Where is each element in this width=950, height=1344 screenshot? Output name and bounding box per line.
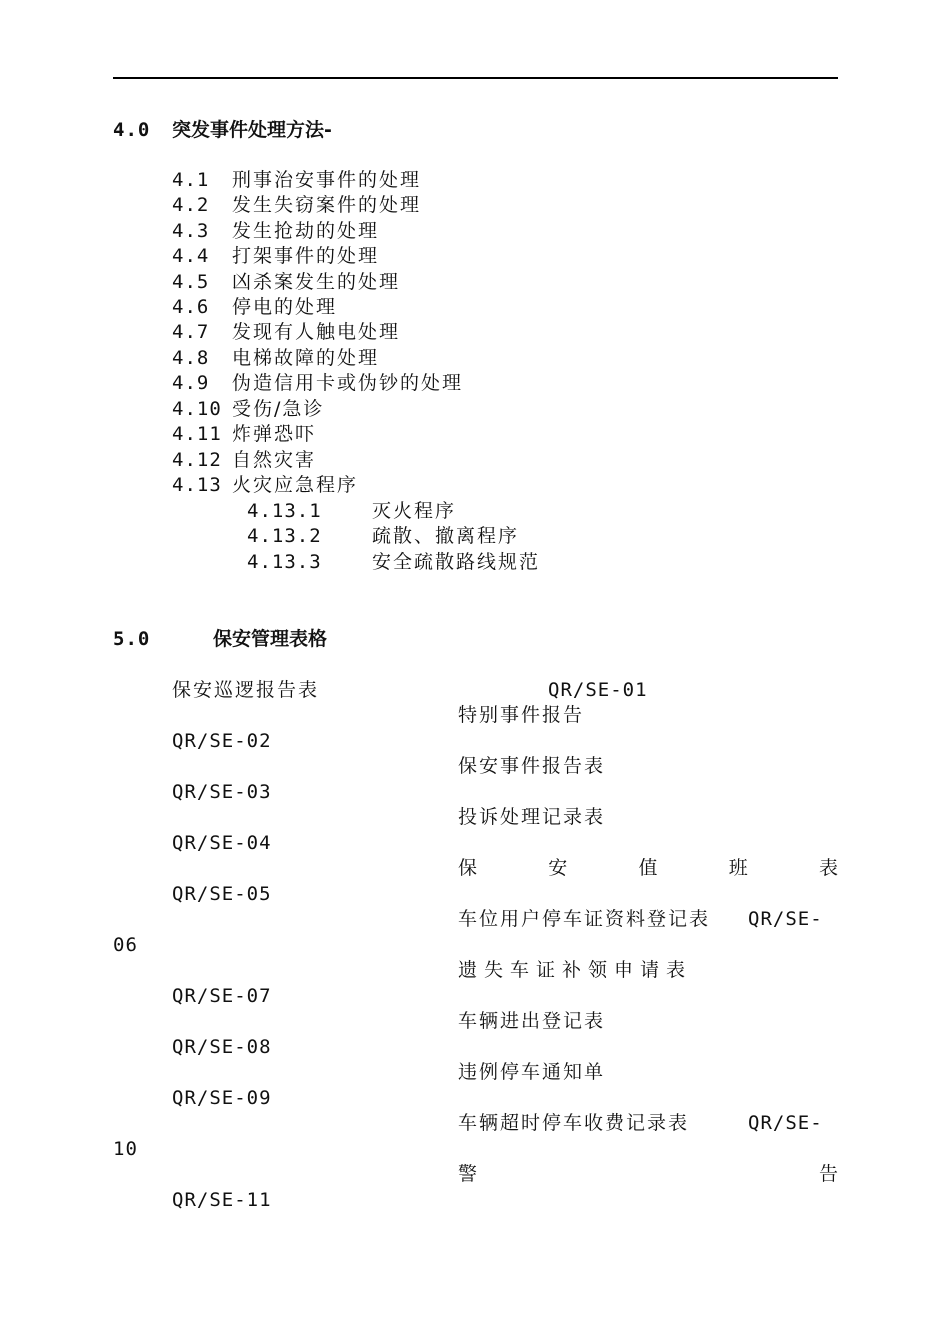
form-name: 车辆进出登记表 bbox=[458, 1010, 606, 1032]
form-code: QR/SE-08 bbox=[172, 1036, 272, 1058]
subitem-label: 安全疏散路线规范 bbox=[372, 551, 541, 573]
form-name-char: 班 bbox=[728, 857, 748, 879]
header-rule bbox=[113, 77, 838, 79]
form-code-part: 06 bbox=[113, 934, 138, 956]
form-name: 特别事件报告 bbox=[458, 704, 585, 726]
form-name-char: 告 bbox=[818, 1163, 838, 1185]
form-name: 车位用户停车证资料登记表 bbox=[458, 908, 711, 930]
form-name-justified bbox=[458, 856, 838, 880]
form-code: QR/SE-01 bbox=[548, 679, 648, 701]
item-number: 4.4 bbox=[172, 245, 210, 267]
form-code-part: QR/SE- bbox=[748, 908, 823, 930]
form-code: QR/SE-11 bbox=[172, 1189, 272, 1211]
item-label: 火灾应急程序 bbox=[232, 474, 359, 496]
subitem-label: 灭火程序 bbox=[372, 500, 457, 522]
item-number: 4.6 bbox=[172, 296, 210, 318]
item-label: 电梯故障的处理 bbox=[232, 347, 380, 369]
form-name: 保安事件报告表 bbox=[458, 755, 606, 777]
section-4-title: 突发事件处理方法- bbox=[172, 119, 332, 141]
item-number: 4.2 bbox=[172, 194, 210, 216]
form-name: 遗失车证补领申请表 bbox=[458, 959, 693, 981]
item-number: 4.7 bbox=[172, 321, 210, 343]
form-name-char: 保 bbox=[458, 857, 478, 879]
item-number: 4.12 bbox=[172, 449, 222, 471]
form-code-part: QR/SE- bbox=[748, 1112, 823, 1134]
item-label: 停电的处理 bbox=[232, 296, 338, 318]
item-label: 凶杀案发生的处理 bbox=[232, 271, 401, 293]
section-5-number: 5.0 bbox=[113, 628, 151, 650]
item-label: 伪造信用卡或伪钞的处理 bbox=[232, 372, 464, 394]
form-name-char: 安 bbox=[548, 857, 568, 879]
subitem-number: 4.13.2 bbox=[247, 525, 322, 547]
item-number: 4.3 bbox=[172, 220, 210, 242]
form-name: 违例停车通知单 bbox=[458, 1061, 606, 1083]
item-label: 炸弹恐吓 bbox=[232, 423, 317, 445]
item-label: 发生失窃案件的处理 bbox=[232, 194, 422, 216]
section-4-number: 4.0 bbox=[113, 119, 151, 141]
form-code-part: 10 bbox=[113, 1138, 138, 1160]
item-label: 打架事件的处理 bbox=[232, 245, 380, 267]
item-label: 受伤/急诊 bbox=[232, 398, 325, 420]
form-name: 投诉处理记录表 bbox=[458, 806, 606, 828]
subitem-number: 4.13.1 bbox=[247, 500, 322, 522]
item-number: 4.10 bbox=[172, 398, 222, 420]
subitem-label: 疏散、撤离程序 bbox=[372, 525, 520, 547]
item-label: 刑事治安事件的处理 bbox=[232, 169, 422, 191]
item-number: 4.11 bbox=[172, 423, 222, 445]
form-code: QR/SE-04 bbox=[172, 832, 272, 854]
form-code: QR/SE-05 bbox=[172, 883, 272, 905]
form-name-char: 值 bbox=[638, 857, 658, 879]
item-label: 自然灾害 bbox=[232, 449, 317, 471]
form-name: 保安巡逻报告表 bbox=[172, 679, 320, 701]
form-name-char: 警 bbox=[458, 1163, 478, 1185]
subitem-number: 4.13.3 bbox=[247, 551, 322, 573]
form-name: 车辆超时停车收费记录表 bbox=[458, 1112, 690, 1134]
section-5-title: 保安管理表格 bbox=[213, 628, 328, 650]
form-code: QR/SE-03 bbox=[172, 781, 272, 803]
form-code: QR/SE-07 bbox=[172, 985, 272, 1007]
form-code: QR/SE-02 bbox=[172, 730, 272, 752]
form-name-char: 表 bbox=[818, 857, 838, 879]
item-number: 4.1 bbox=[172, 169, 210, 191]
item-label: 发生抢劫的处理 bbox=[232, 220, 380, 242]
item-label: 发现有人触电处理 bbox=[232, 321, 401, 343]
form-code: QR/SE-09 bbox=[172, 1087, 272, 1109]
item-number: 4.13 bbox=[172, 474, 222, 496]
form-name-justified bbox=[458, 1162, 838, 1186]
item-number: 4.9 bbox=[172, 372, 210, 394]
item-number: 4.5 bbox=[172, 271, 210, 293]
item-number: 4.8 bbox=[172, 347, 210, 369]
